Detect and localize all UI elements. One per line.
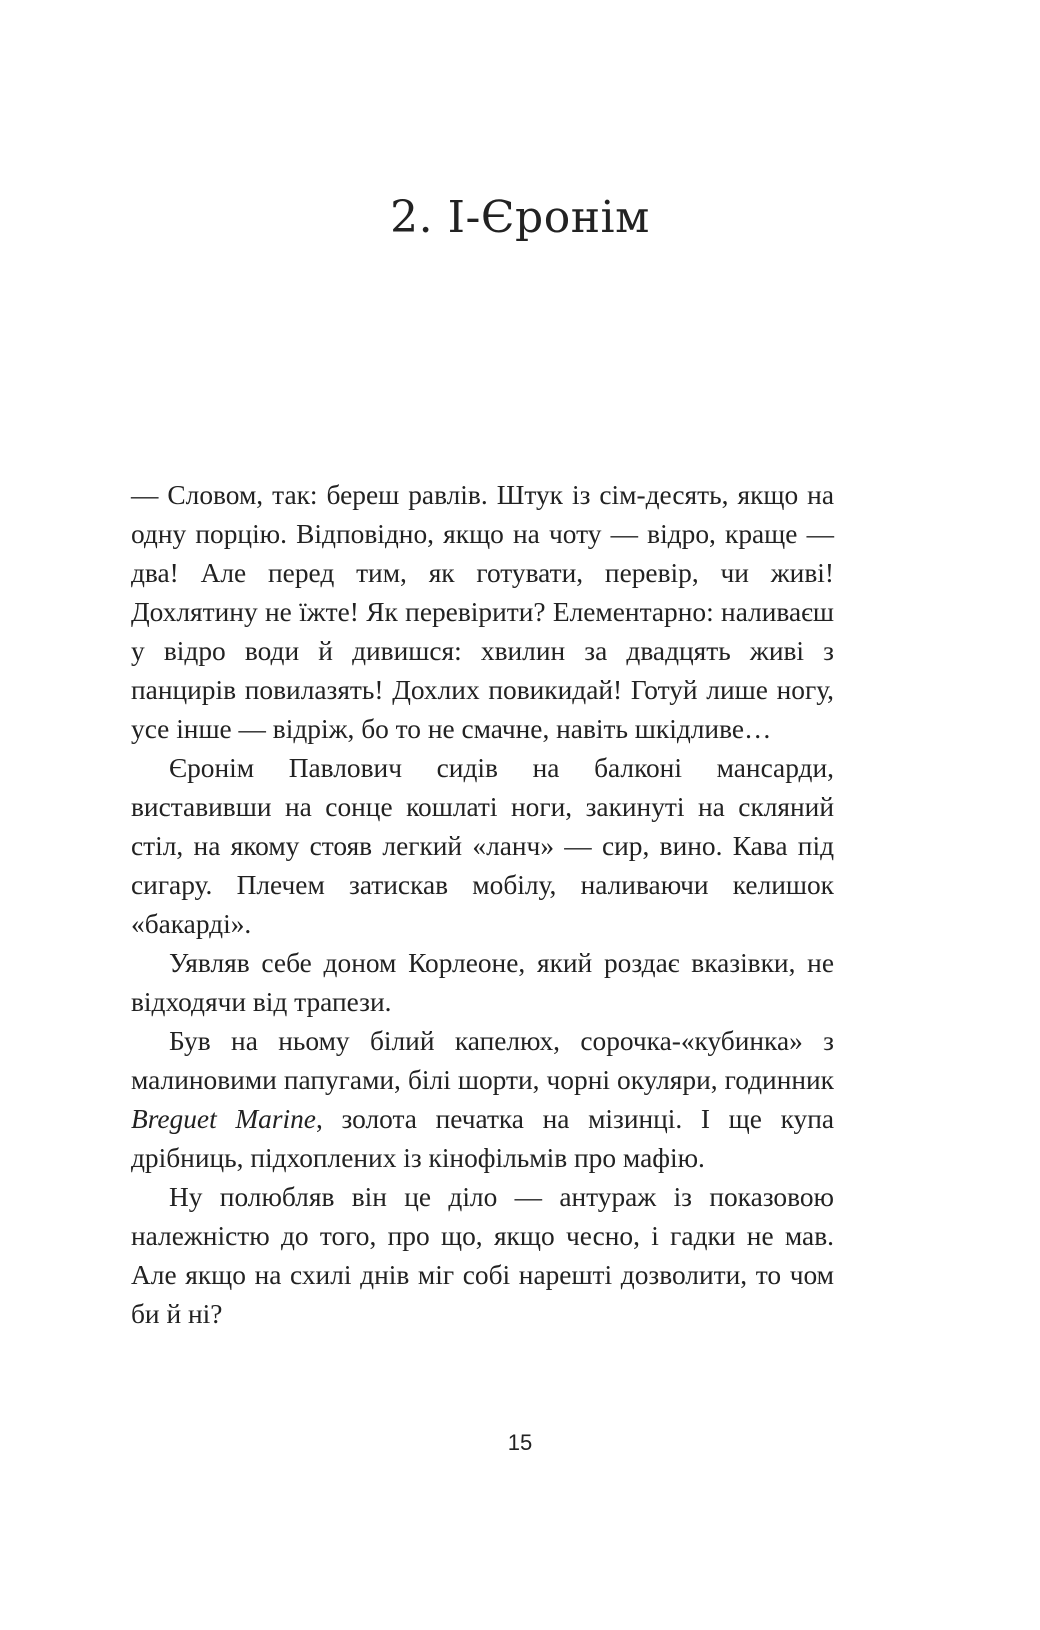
chapter-title: 2. І-Єронім — [390, 192, 650, 243]
paragraph-5: Ну полюбляв він це діло — антураж із показовою належністю до того, про що, якщо чесно, і гадки не мав. Але якщо на схилі днів міг собі нарешті дозволити, то чом би й ні? — [131, 1182, 834, 1329]
paragraph-1: — Словом, так: береш равлів. Штук із сім-десять, якщо на одну порцію. Відповідно, якщо на чоту — відро, краще — два! Але перед тим, як готувати, перевір, чи живі! Дохлятину не їжте! Як перевірити? Елементарно: наливаєш у відро води й дивишся: хвилин за двадцять живі з панцирів повилазять! Дохлих повикидай! Готуй лише ногу, усе інше — відріж, бо то не смачне, навіть шкідливе… — [131, 480, 834, 744]
paragraph-4-start: Був на ньому білий капелюх, сорочка-«кубинка» з малиновими папугами, білі шорти, чорні окуляри, годинник — [131, 1026, 834, 1095]
paragraph-2: Єронім Павлович сидів на балконі мансарди, виставивши на сонце кошлаті ноги, закинуті на скляний стіл, на якому стояв легкий «ланч» — сир, вино. Кава під сигару. Плечем затискав мобілу, наливаючи келишок «бакарді». — [131, 753, 834, 939]
chapter-body — [131, 476, 834, 1334]
paragraph-4-end: , золота печатка на мізинці. І ще купа дрібниць, підхоплених із кінофільмів про мафію. — [131, 1104, 835, 1173]
paragraph-4 — [131, 1022, 834, 1178]
paragraph-3: Уявляв себе доном Корлеоне, який роздає вказівки, не відходячи від трапези. — [131, 948, 834, 1017]
page-number: 15 — [507, 1430, 533, 1455]
watch-brand: Breguet Marine — [131, 1104, 316, 1134]
